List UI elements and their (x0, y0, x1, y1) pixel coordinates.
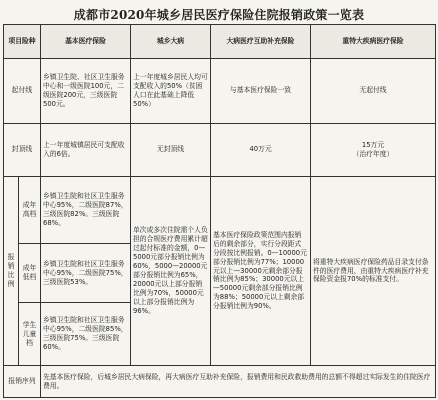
order-text: 先基本医疗保险，后城乡居民大病保险，再大病医疗互助补充保险，报销费用和民政救助费用的总额不得超过实际发生的住院医疗费用。 (41, 366, 436, 398)
ratio-adult-high-row (4, 176, 436, 243)
cap-special-note: （治疗年度） (352, 149, 394, 158)
deductible-urban-rural: 上一年度城乡居民人均可支配收入的50%（贫困人口在此基础上降低50%） (131, 58, 211, 123)
cap-special-amount: 15万元 (361, 140, 385, 149)
order-label: 报销序列 (4, 366, 41, 398)
adult-low-label: 成年低档 (19, 244, 41, 303)
order-row (4, 366, 436, 398)
policy-table (3, 24, 436, 398)
deductible-basic: 乡镇卫生院、社区卫生服务中心和一级医院100元，二级医院200元，三级医院500元。 (41, 58, 131, 123)
deductible-mutual: 与基本医疗保险一致 (211, 58, 311, 123)
cap-urban-rural: 无封顶线 (131, 124, 211, 177)
student-label: 学生儿童档 (19, 303, 41, 366)
header-row (4, 25, 436, 59)
header-basic: 基本医疗保险 (41, 25, 131, 59)
ratio-mutual: 基本医疗保险政策范围内报销后的剩余部分，实行分段距式分段按比例报销。0—10000元部分报销比例为77%；10000元以上—30000元剩余部分报销比例为85%；30000元以上—50000元剩余部分报销比例为88%；50000元以上剩余部分报销比例为90%。 (211, 176, 311, 366)
cap-row (4, 124, 436, 177)
cap-label: 封顶线 (4, 124, 41, 177)
page-title: 成都市2020年城乡居民医疗保险住院报销政策一览表 (73, 8, 365, 22)
deductible-label: 起付线 (4, 58, 41, 123)
ratio-label: 报销比例 (4, 176, 19, 366)
header-special: 重特大疾病医疗保险 (311, 25, 436, 59)
cap-special (311, 124, 436, 177)
adult-high-basic: 乡镇卫生院和社区卫生服务中心95%，二级医院87%，三级医院82%。三级医院68%。 (41, 176, 131, 243)
cap-mutual: 40万元 (211, 124, 311, 177)
deductible-row (4, 58, 436, 123)
header-urban-rural: 城乡大病 (131, 25, 211, 59)
header-mutual: 大病医疗互助补充保险 (211, 25, 311, 59)
ratio-urban-rural: 单次或多次住院需个人负担的合规医疗费用累计超过起付标准的金额，0—5000元部分报销比例为60%，5000—20000元部分报销比例为65%，20000元以上部分报销比例为70%，50000元以上部分报销比例为96%。 (131, 176, 211, 366)
cap-basic: 上一年度城镇居民可支配收入的6倍。 (41, 124, 131, 177)
header-item: 项目险种 (4, 25, 41, 59)
student-basic: 乡镇卫生院和社区卫生服务中心95%，二级医院85%，三级医院75%。三级医院60%。 (41, 303, 131, 366)
ratio-special: 将重特大疾病医疗保险药品目录支付条件的医疗费用，由重特大疾病医疗补充保险资金报70%的标准支付。 (311, 176, 436, 366)
adult-low-basic: 乡镇卫生院和社区卫生服务中心95%，二级医院75%，三级医院53%。 (41, 244, 131, 303)
deductible-special: 无起付线 (311, 58, 436, 123)
adult-high-label: 成年高档 (19, 176, 41, 243)
